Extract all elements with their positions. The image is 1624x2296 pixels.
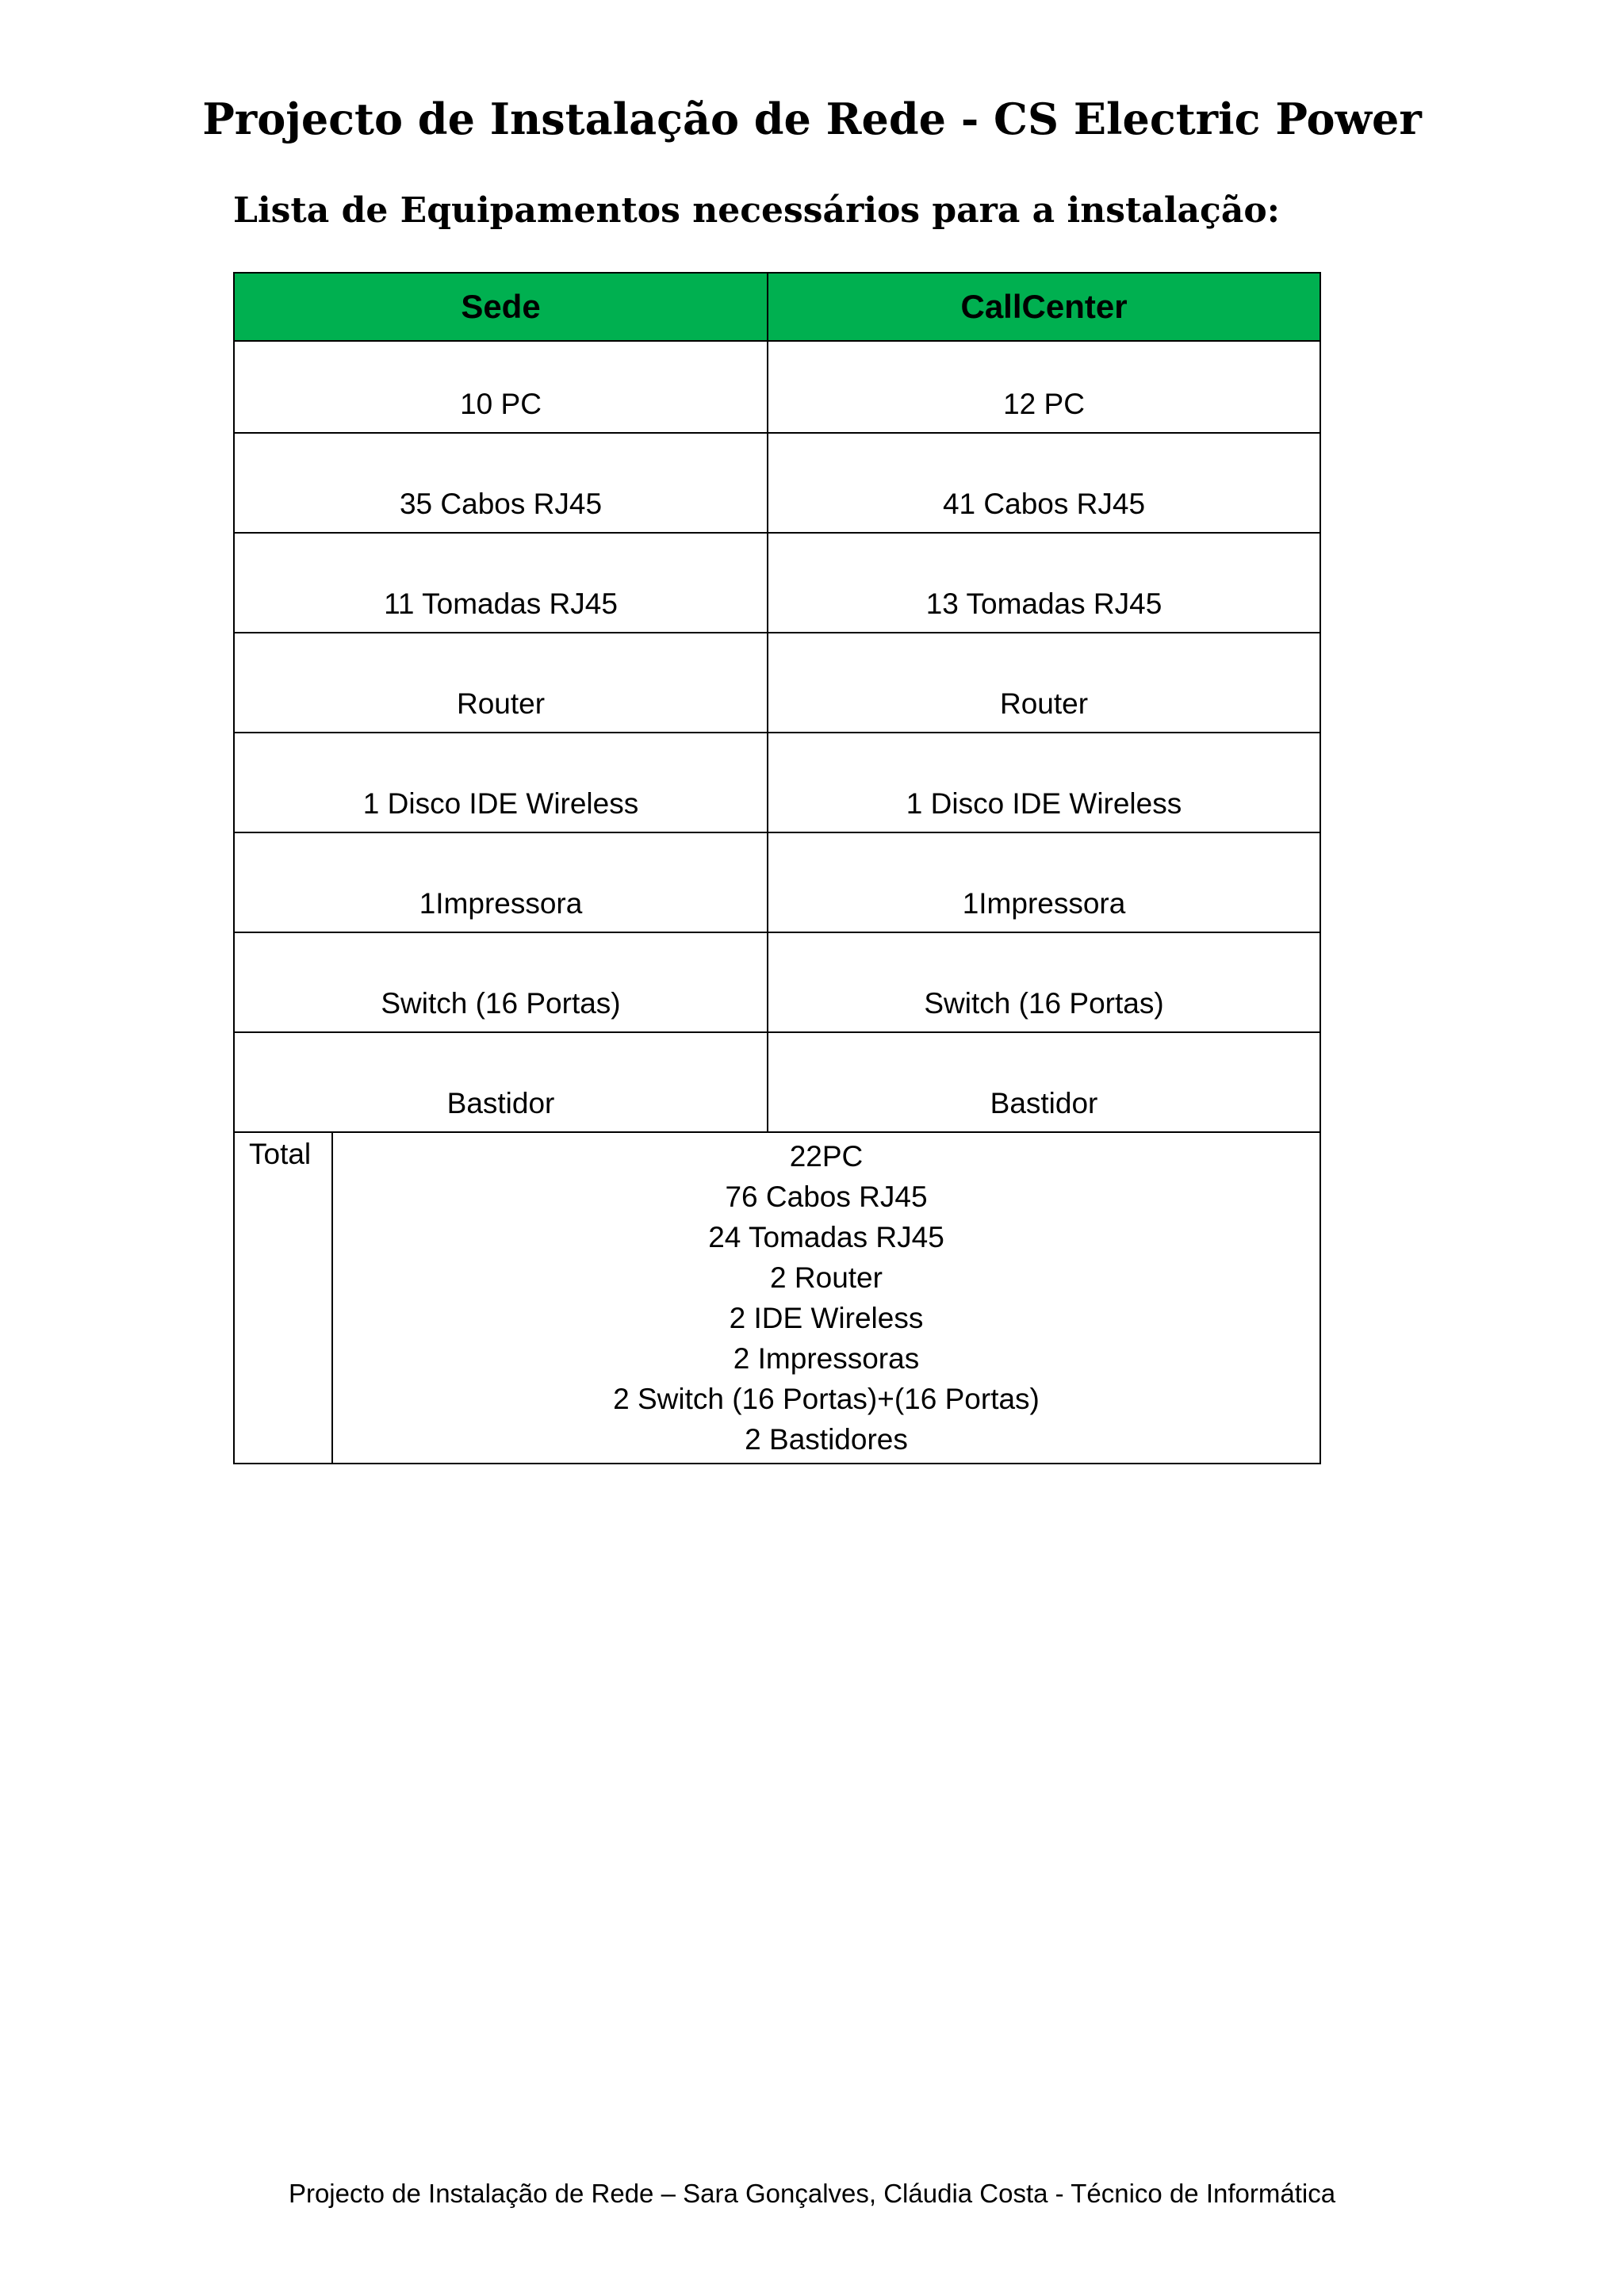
equipment-table bbox=[233, 272, 1321, 1464]
table-row bbox=[234, 832, 1320, 932]
sede-cell: 1Impressora bbox=[234, 832, 768, 932]
table-row bbox=[234, 341, 1320, 433]
sede-cell: 10 PC bbox=[234, 341, 768, 433]
table-row bbox=[234, 733, 1320, 832]
callcenter-cell: 1Impressora bbox=[768, 832, 1320, 932]
callcenter-cell: 12 PC bbox=[768, 341, 1320, 433]
callcenter-cell: 1 Disco IDE Wireless bbox=[768, 733, 1320, 832]
table-header-row bbox=[234, 273, 1320, 341]
total-item: 22PC bbox=[789, 1140, 864, 1173]
total-item: 2 Bastidores bbox=[745, 1423, 908, 1456]
page-footer: Projecto de Instalação de Rede – Sara Gonçalves, Cláudia Costa - Técnico de Informática bbox=[288, 2179, 1336, 2208]
document-subtitle: Lista de Equipamentos necessários para a instalação: bbox=[233, 190, 1280, 231]
total-item: 2 Impressoras bbox=[733, 1342, 920, 1375]
callcenter-cell: Bastidor bbox=[768, 1032, 1320, 1132]
total-item: 76 Cabos RJ45 bbox=[725, 1181, 928, 1213]
document-title: Projecto de Instalação de Rede - CS Electric Power bbox=[202, 94, 1422, 144]
callcenter-cell: 41 Cabos RJ45 bbox=[768, 433, 1320, 533]
total-row bbox=[234, 1132, 1320, 1464]
sede-cell: Bastidor bbox=[234, 1032, 768, 1132]
total-item: 2 Router bbox=[770, 1261, 883, 1294]
table-row bbox=[234, 633, 1320, 733]
sede-cell: 35 Cabos RJ45 bbox=[234, 433, 768, 533]
total-item: 24 Tomadas RJ45 bbox=[708, 1221, 944, 1253]
table-row bbox=[234, 433, 1320, 533]
callcenter-cell: Router bbox=[768, 633, 1320, 733]
sede-cell: Switch (16 Portas) bbox=[234, 932, 768, 1032]
sede-cell: 1 Disco IDE Wireless bbox=[234, 733, 768, 832]
sede-cell: 11 Tomadas RJ45 bbox=[234, 533, 768, 633]
total-items bbox=[332, 1132, 1320, 1464]
sede-cell: Router bbox=[234, 633, 768, 733]
table-row bbox=[234, 1032, 1320, 1132]
callcenter-cell: Switch (16 Portas) bbox=[768, 932, 1320, 1032]
total-label: Total bbox=[234, 1132, 332, 1464]
table-row bbox=[234, 932, 1320, 1032]
table-row bbox=[234, 533, 1320, 633]
total-item: 2 IDE Wireless bbox=[729, 1302, 924, 1334]
callcenter-cell: 13 Tomadas RJ45 bbox=[768, 533, 1320, 633]
header-sede: Sede bbox=[234, 273, 768, 341]
header-callcenter: CallCenter bbox=[768, 273, 1320, 341]
total-item: 2 Switch (16 Portas)+(16 Portas) bbox=[613, 1383, 1040, 1415]
